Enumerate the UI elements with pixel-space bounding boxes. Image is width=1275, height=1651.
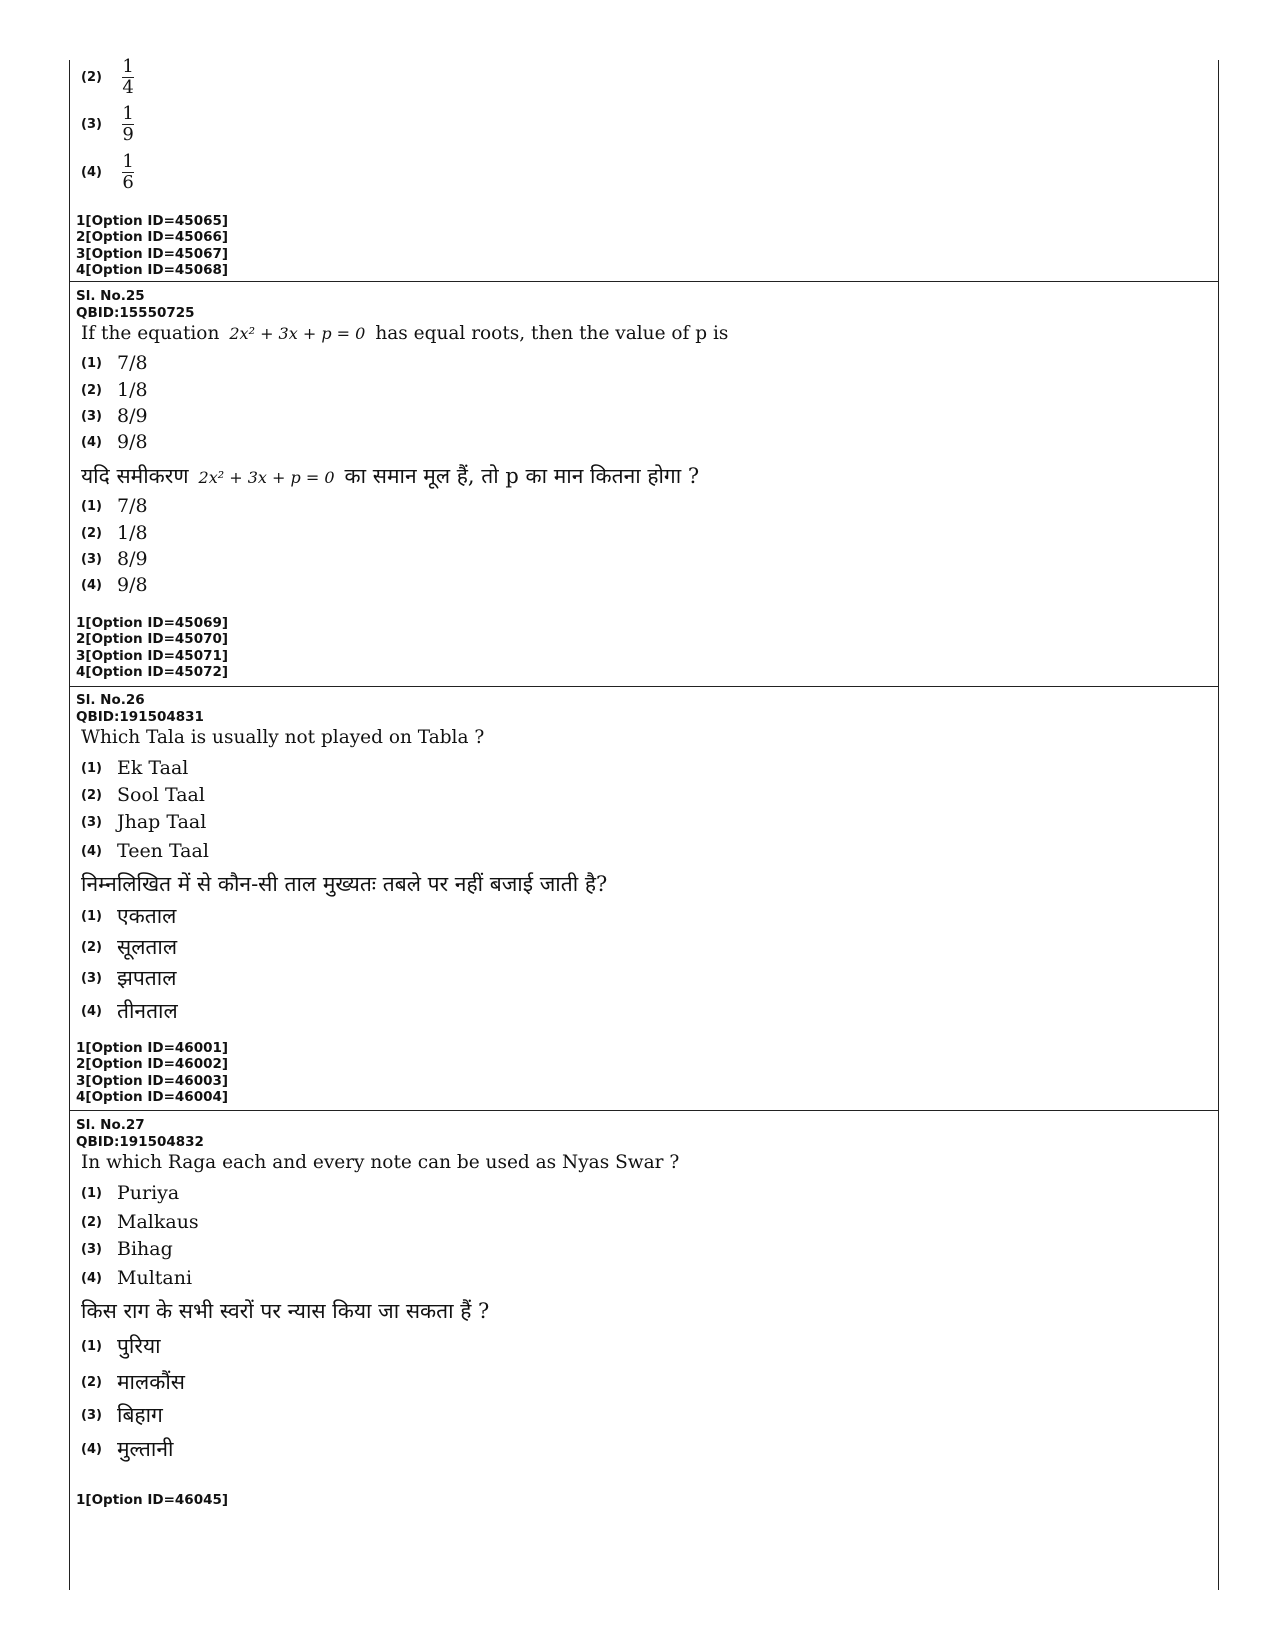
option-hi-3: (3) बिहाग xyxy=(81,1403,163,1427)
option-hi-1: (1) एकताल xyxy=(81,904,177,928)
question-25 xyxy=(70,282,1218,687)
question-english: If the equation 2x² + 3x + p = 0 has equal roots, then the value of p is xyxy=(81,323,729,344)
equation: 2x² + 3x + p = 0 xyxy=(229,324,366,343)
qbid: QBID:15550725 xyxy=(76,304,195,321)
question-hindi: यदि समीकरण 2x² + 3x + p = 0 का समान मूल हैं, तो p का मान कितना होगा ? xyxy=(81,464,700,488)
option-hi-4: (4) तीनताल xyxy=(81,999,178,1023)
fraction: $\frac{1}{4}$ xyxy=(122,56,134,98)
option-ids: 1[Option ID=45069] 2[Option ID=45070] 3[Option ID=45071] 4[Option ID=45072] xyxy=(76,615,229,680)
option-2: (2) $\frac{1}{4}$ xyxy=(81,56,134,98)
option-en-3: (3) Jhap Taal xyxy=(81,811,207,833)
option-en-4: (4) 9/8 xyxy=(81,431,148,453)
option-hi-2: (2) 1/8 xyxy=(81,522,148,544)
question-english: In which Raga each and every note can be used as Nyas Swar ? xyxy=(81,1152,680,1173)
option-en-3: (3) Bihag xyxy=(81,1238,173,1260)
option-ids: 1[Option ID=45065] 2[Option ID=45066] 3[Option ID=45067] 4[Option ID=45068] xyxy=(76,213,229,278)
option-hi-1: (1) 7/8 xyxy=(81,495,148,517)
option-en-4: (4) Teen Taal xyxy=(81,840,209,862)
equation: 2x² + 3x + p = 0 xyxy=(198,468,335,487)
question-hindi: किस राग के सभी स्वरों पर न्यास किया जा सकता हैं ? xyxy=(81,1299,490,1323)
option-hi-2: (2) सूलताल xyxy=(81,935,178,959)
option-hi-4: (4) मुल्तानी xyxy=(81,1437,174,1461)
option-hi-4: (4) 9/8 xyxy=(81,574,148,596)
option-en-3: (3) 8/9 xyxy=(81,405,148,427)
option-en-2: (2) Malkaus xyxy=(81,1211,199,1233)
option-hi-1: (1) पुरिया xyxy=(81,1334,161,1358)
option-en-1: (1) Puriya xyxy=(81,1182,180,1204)
option-ids: 1[Option ID=46045] xyxy=(76,1492,229,1508)
fraction: $\frac{1}{9}$ xyxy=(122,103,134,145)
qbid: QBID:191504832 xyxy=(76,1133,204,1150)
option-hi-3: (3) 8/9 xyxy=(81,548,148,570)
option-en-4: (4) Multani xyxy=(81,1267,193,1289)
option-hi-3: (3) झपताल xyxy=(81,966,177,990)
option-en-2: (2) 1/8 xyxy=(81,379,148,401)
serial-number: Sl. No.25 xyxy=(76,288,145,304)
option-en-1: (1) Ek Taal xyxy=(81,757,189,779)
fraction: $\frac{1}{6}$ xyxy=(122,151,134,193)
option-4: (4) $\frac{1}{6}$ xyxy=(81,151,134,193)
question-english: Which Tala is usually not played on Tabla ? xyxy=(81,727,485,748)
question-hindi: निम्नलिखित में से कौन-सी ताल मुख्यतः तबले पर नहीं बजाई जाती है? xyxy=(81,872,608,896)
serial-number: Sl. No.26 xyxy=(76,692,145,708)
option-hi-2: (2) मालकौंस xyxy=(81,1370,185,1394)
question-26 xyxy=(70,687,1218,1111)
question-paper-frame xyxy=(69,56,1219,1590)
qbid: QBID:191504831 xyxy=(76,708,204,725)
option-en-1: (1) 7/8 xyxy=(81,352,148,374)
option-ids: 1[Option ID=46001] 2[Option ID=46002] 3[Option ID=46003] 4[Option ID=46004] xyxy=(76,1040,229,1105)
serial-number: Sl. No.27 xyxy=(76,1117,145,1133)
question-27 xyxy=(70,1111,1218,1590)
option-3: (3) $\frac{1}{9}$ xyxy=(81,103,134,145)
question-24-continuation xyxy=(70,56,1218,282)
option-en-2: (2) Sool Taal xyxy=(81,784,205,806)
